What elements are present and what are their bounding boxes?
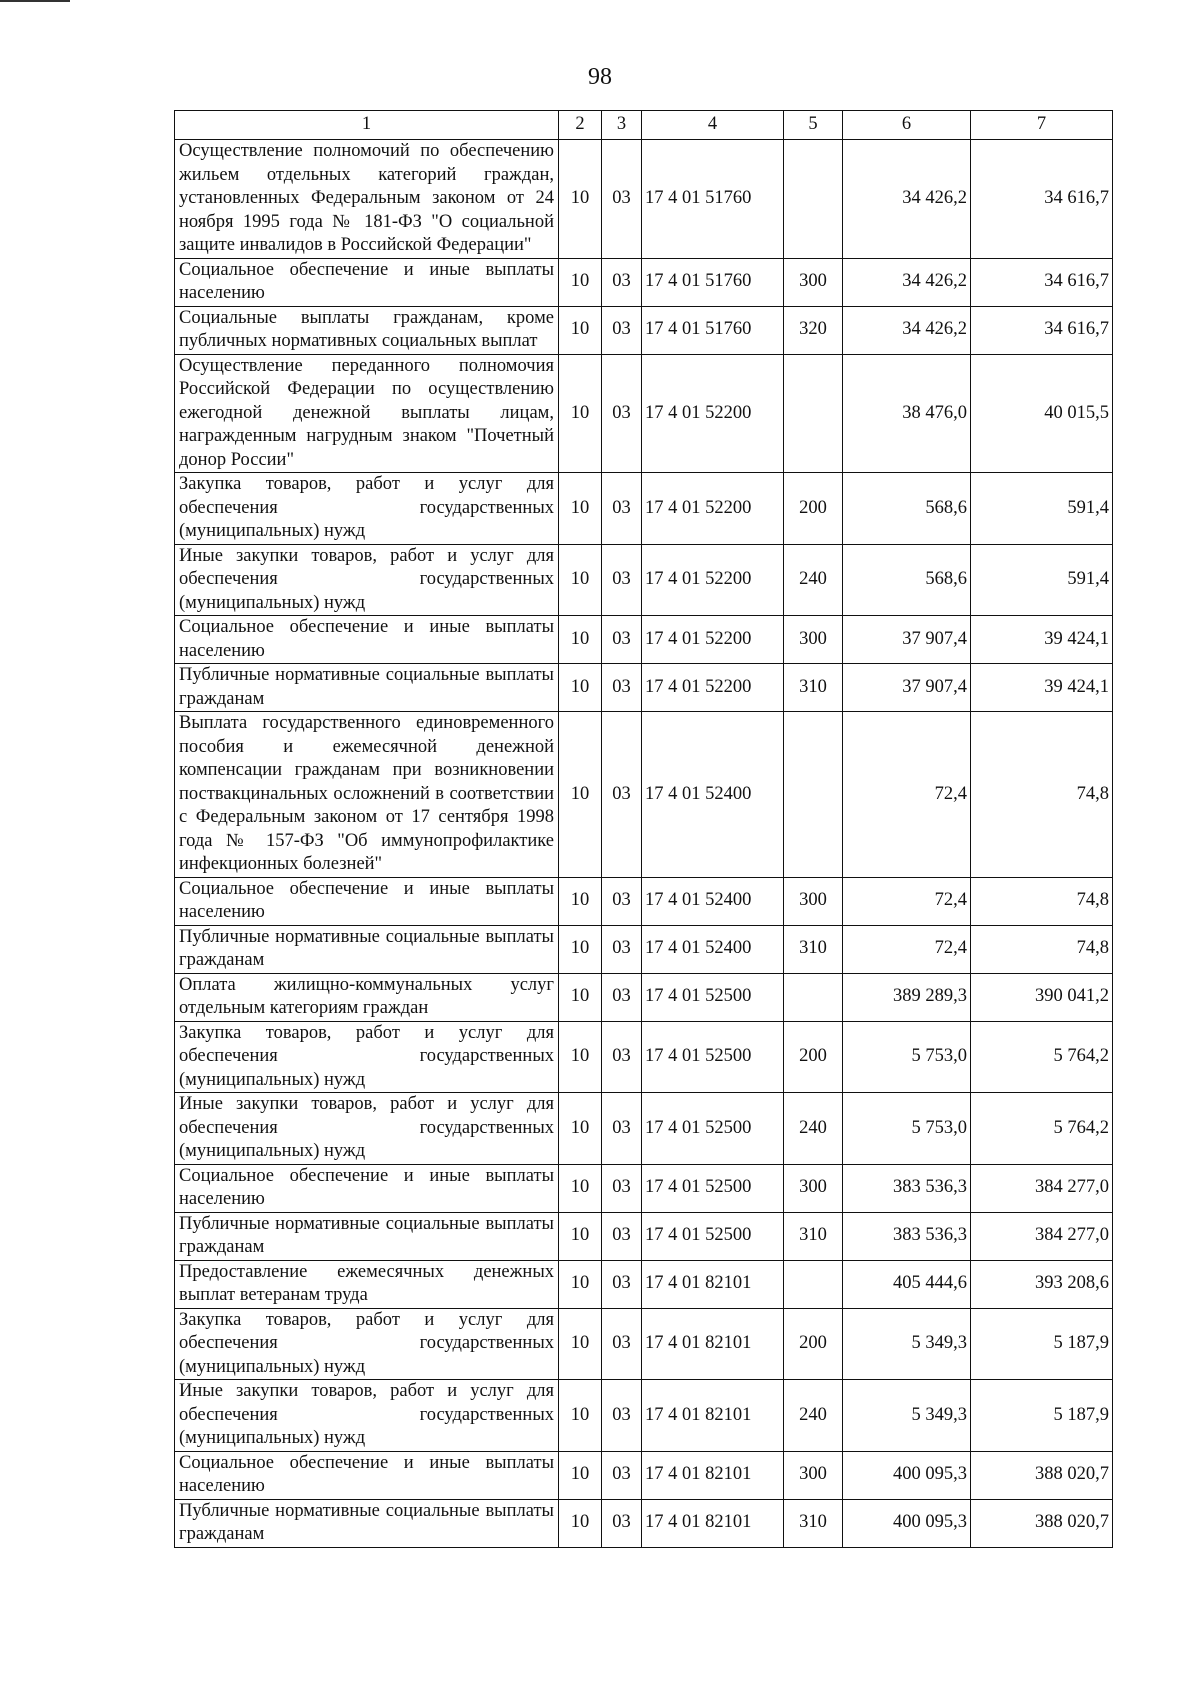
table-row — [175, 877, 1113, 925]
amount-year-2: 591,4 — [971, 544, 1113, 616]
item-name: Иные закупки товаров, работ и услуг для обеспечения государственных (муниципальных) нужд — [175, 544, 559, 616]
expense-type-code: 240 — [784, 1093, 843, 1165]
subsection-code: 03 — [602, 258, 642, 306]
section-code: 10 — [559, 712, 602, 878]
section-code: 10 — [559, 925, 602, 973]
section-code: 10 — [559, 1308, 602, 1380]
expense-type-code: 320 — [784, 306, 843, 354]
amount-year-1: 5 753,0 — [843, 1021, 971, 1093]
amount-year-2: 5 187,9 — [971, 1308, 1113, 1380]
section-code: 10 — [559, 140, 602, 259]
amount-year-1: 5 753,0 — [843, 1093, 971, 1165]
amount-year-1: 38 476,0 — [843, 354, 971, 473]
item-name: Социальное обеспечение и иные выплаты населению — [175, 1164, 559, 1212]
target-article-code: 17 4 01 52500 — [642, 973, 784, 1021]
subsection-code: 03 — [602, 925, 642, 973]
subsection-code: 03 — [602, 1380, 642, 1452]
table-row — [175, 1260, 1113, 1308]
target-article-code: 17 4 01 52500 — [642, 1093, 784, 1165]
target-article-code: 17 4 01 82101 — [642, 1380, 784, 1452]
subsection-code: 03 — [602, 973, 642, 1021]
item-name: Предоставление ежемесячных денежных выплат ветеранам труда — [175, 1260, 559, 1308]
table-row — [175, 1164, 1113, 1212]
table-row — [175, 1451, 1113, 1499]
expense-type-code: 200 — [784, 473, 843, 545]
subsection-code: 03 — [602, 664, 642, 712]
header-col-4: 4 — [642, 111, 784, 140]
amount-year-1: 5 349,3 — [843, 1308, 971, 1380]
item-name: Социальное обеспечение и иные выплаты населению — [175, 1451, 559, 1499]
target-article-code: 17 4 01 52400 — [642, 877, 784, 925]
amount-year-1: 383 536,3 — [843, 1212, 971, 1260]
amount-year-1: 37 907,4 — [843, 664, 971, 712]
section-code: 10 — [559, 973, 602, 1021]
target-article-code: 17 4 01 82101 — [642, 1260, 784, 1308]
section-code: 10 — [559, 258, 602, 306]
amount-year-2: 390 041,2 — [971, 973, 1113, 1021]
expense-type-code: 310 — [784, 1499, 843, 1547]
item-name: Публичные нормативные социальные выплаты гражданам — [175, 1499, 559, 1547]
item-name: Закупка товаров, работ и услуг для обеспечения государственных (муниципальных) нужд — [175, 1308, 559, 1380]
amount-year-2: 34 616,7 — [971, 258, 1113, 306]
amount-year-2: 74,8 — [971, 712, 1113, 878]
table-body — [175, 140, 1113, 1548]
item-name: Закупка товаров, работ и услуг для обеспечения государственных (муниципальных) нужд — [175, 473, 559, 545]
section-code: 10 — [559, 354, 602, 473]
subsection-code: 03 — [602, 1212, 642, 1260]
section-code: 10 — [559, 544, 602, 616]
amount-year-1: 37 907,4 — [843, 616, 971, 664]
expense-type-code — [784, 354, 843, 473]
expense-type-code: 310 — [784, 925, 843, 973]
expense-type-code: 300 — [784, 1164, 843, 1212]
subsection-code: 03 — [602, 1164, 642, 1212]
section-code: 10 — [559, 1212, 602, 1260]
header-col-6: 6 — [843, 111, 971, 140]
amount-year-1: 34 426,2 — [843, 258, 971, 306]
expense-type-code: 310 — [784, 1212, 843, 1260]
amount-year-1: 389 289,3 — [843, 973, 971, 1021]
target-article-code: 17 4 01 52400 — [642, 712, 784, 878]
amount-year-1: 5 349,3 — [843, 1380, 971, 1452]
table-row — [175, 544, 1113, 616]
subsection-code: 03 — [602, 306, 642, 354]
expense-type-code: 200 — [784, 1021, 843, 1093]
amount-year-2: 39 424,1 — [971, 616, 1113, 664]
subsection-code: 03 — [602, 544, 642, 616]
scan-edge-mark — [0, 0, 70, 2]
page-number: 98 — [588, 64, 612, 90]
amount-year-2: 5 764,2 — [971, 1093, 1113, 1165]
target-article-code: 17 4 01 52500 — [642, 1212, 784, 1260]
table-row — [175, 140, 1113, 259]
target-article-code: 17 4 01 82101 — [642, 1499, 784, 1547]
header-col-5: 5 — [784, 111, 843, 140]
expense-type-code: 300 — [784, 616, 843, 664]
expense-type-code: 310 — [784, 664, 843, 712]
target-article-code: 17 4 01 52400 — [642, 925, 784, 973]
table-row — [175, 258, 1113, 306]
amount-year-2: 388 020,7 — [971, 1451, 1113, 1499]
expense-type-code: 300 — [784, 258, 843, 306]
expense-type-code — [784, 973, 843, 1021]
expense-type-code: 200 — [784, 1308, 843, 1380]
expense-type-code: 240 — [784, 1380, 843, 1452]
budget-table — [174, 110, 1113, 1548]
target-article-code: 17 4 01 82101 — [642, 1308, 784, 1380]
table-row — [175, 973, 1113, 1021]
item-name: Публичные нормативные социальные выплаты гражданам — [175, 664, 559, 712]
table-row — [175, 354, 1113, 473]
table-row — [175, 473, 1113, 545]
subsection-code: 03 — [602, 473, 642, 545]
subsection-code: 03 — [602, 1021, 642, 1093]
table-row — [175, 616, 1113, 664]
amount-year-1: 400 095,3 — [843, 1451, 971, 1499]
section-code: 10 — [559, 664, 602, 712]
amount-year-1: 400 095,3 — [843, 1499, 971, 1547]
amount-year-2: 40 015,5 — [971, 354, 1113, 473]
amount-year-2: 388 020,7 — [971, 1499, 1113, 1547]
item-name: Иные закупки товаров, работ и услуг для обеспечения государственных (муниципальных) нужд — [175, 1380, 559, 1452]
item-name: Закупка товаров, работ и услуг для обеспечения государственных (муниципальных) нужд — [175, 1021, 559, 1093]
item-name: Осуществление переданного полномочия Российской Федерации по осуществлению ежегодной денежной выплаты лицам, награжденным нагрудным знаком "Почетный донор России" — [175, 354, 559, 473]
section-code: 10 — [559, 1380, 602, 1452]
subsection-code: 03 — [602, 877, 642, 925]
subsection-code: 03 — [602, 1093, 642, 1165]
expense-type-code: 300 — [784, 1451, 843, 1499]
item-name: Социальное обеспечение и иные выплаты населению — [175, 258, 559, 306]
subsection-code: 03 — [602, 354, 642, 473]
target-article-code: 17 4 01 52200 — [642, 664, 784, 712]
section-code: 10 — [559, 1451, 602, 1499]
target-article-code: 17 4 01 51760 — [642, 140, 784, 259]
item-name: Оплата жилищно-коммунальных услуг отдельным категориям граждан — [175, 973, 559, 1021]
amount-year-1: 72,4 — [843, 712, 971, 878]
expense-type-code — [784, 140, 843, 259]
section-code: 10 — [559, 1093, 602, 1165]
section-code: 10 — [559, 1499, 602, 1547]
section-code: 10 — [559, 1260, 602, 1308]
amount-year-2: 5 764,2 — [971, 1021, 1113, 1093]
expense-type-code — [784, 712, 843, 878]
amount-year-2: 34 616,7 — [971, 140, 1113, 259]
target-article-code: 17 4 01 52200 — [642, 616, 784, 664]
target-article-code: 17 4 01 51760 — [642, 258, 784, 306]
amount-year-2: 39 424,1 — [971, 664, 1113, 712]
subsection-code: 03 — [602, 1308, 642, 1380]
header-col-2: 2 — [559, 111, 602, 140]
section-code: 10 — [559, 616, 602, 664]
header-col-1: 1 — [175, 111, 559, 140]
section-code: 10 — [559, 1164, 602, 1212]
subsection-code: 03 — [602, 712, 642, 878]
section-code: 10 — [559, 1021, 602, 1093]
target-article-code: 17 4 01 52200 — [642, 354, 784, 473]
amount-year-2: 384 277,0 — [971, 1212, 1113, 1260]
section-code: 10 — [559, 306, 602, 354]
table-row — [175, 925, 1113, 973]
item-name: Иные закупки товаров, работ и услуг для обеспечения государственных (муниципальных) нужд — [175, 1093, 559, 1165]
expense-type-code: 240 — [784, 544, 843, 616]
amount-year-2: 74,8 — [971, 877, 1113, 925]
expense-type-code: 300 — [784, 877, 843, 925]
table-row — [175, 1021, 1113, 1093]
amount-year-2: 34 616,7 — [971, 306, 1113, 354]
header-col-7: 7 — [971, 111, 1113, 140]
amount-year-2: 393 208,6 — [971, 1260, 1113, 1308]
section-code: 10 — [559, 877, 602, 925]
amount-year-1: 383 536,3 — [843, 1164, 971, 1212]
table-row — [175, 1380, 1113, 1452]
subsection-code: 03 — [602, 140, 642, 259]
amount-year-2: 384 277,0 — [971, 1164, 1113, 1212]
table-row — [175, 1093, 1113, 1165]
item-name: Осуществление полномочий по обеспечению жильем отдельных категорий граждан, установленных Федеральным законом от 24 ноября 1995 года № 181-ФЗ "О социальной защите инвалидов в Российской Федерации" — [175, 140, 559, 259]
subsection-code: 03 — [602, 616, 642, 664]
subsection-code: 03 — [602, 1260, 642, 1308]
subsection-code: 03 — [602, 1499, 642, 1547]
item-name: Социальное обеспечение и иные выплаты населению — [175, 616, 559, 664]
amount-year-1: 568,6 — [843, 544, 971, 616]
amount-year-1: 34 426,2 — [843, 140, 971, 259]
table-row — [175, 1499, 1113, 1547]
target-article-code: 17 4 01 52500 — [642, 1021, 784, 1093]
section-code: 10 — [559, 473, 602, 545]
table-row — [175, 1308, 1113, 1380]
target-article-code: 17 4 01 82101 — [642, 1451, 784, 1499]
table-row — [175, 1212, 1113, 1260]
amount-year-2: 5 187,9 — [971, 1380, 1113, 1452]
amount-year-1: 405 444,6 — [843, 1260, 971, 1308]
item-name: Публичные нормативные социальные выплаты гражданам — [175, 925, 559, 973]
expense-type-code — [784, 1260, 843, 1308]
table-row — [175, 664, 1113, 712]
item-name: Социальные выплаты гражданам, кроме публичных нормативных социальных выплат — [175, 306, 559, 354]
header-col-3: 3 — [602, 111, 642, 140]
target-article-code: 17 4 01 52500 — [642, 1164, 784, 1212]
amount-year-2: 74,8 — [971, 925, 1113, 973]
item-name: Социальное обеспечение и иные выплаты населению — [175, 877, 559, 925]
table-row — [175, 712, 1113, 878]
table-row — [175, 306, 1113, 354]
target-article-code: 17 4 01 52200 — [642, 544, 784, 616]
subsection-code: 03 — [602, 1451, 642, 1499]
target-article-code: 17 4 01 52200 — [642, 473, 784, 545]
item-name: Публичные нормативные социальные выплаты гражданам — [175, 1212, 559, 1260]
target-article-code: 17 4 01 51760 — [642, 306, 784, 354]
amount-year-1: 72,4 — [843, 925, 971, 973]
amount-year-1: 568,6 — [843, 473, 971, 545]
amount-year-1: 34 426,2 — [843, 306, 971, 354]
amount-year-2: 591,4 — [971, 473, 1113, 545]
item-name: Выплата государственного единовременного пособия и ежемесячной денежной компенсации гражданам при возникновении поствакцинальных осложнений в соответствии с Федеральным законом от 17 сентября 1998 года № 157-ФЗ "Об иммунопрофилактике инфекционных болезней" — [175, 712, 559, 878]
header-row — [175, 111, 1113, 140]
amount-year-1: 72,4 — [843, 877, 971, 925]
